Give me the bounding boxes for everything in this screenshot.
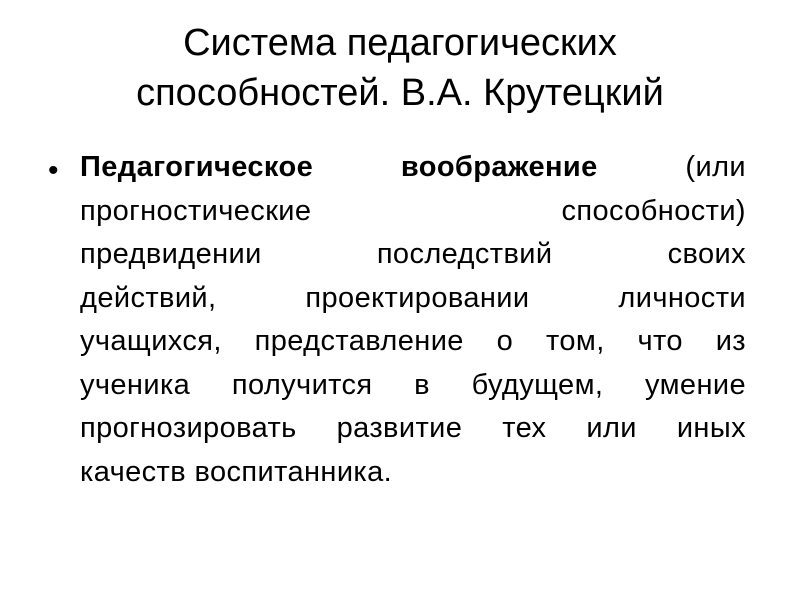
word: получится <box>231 368 373 401</box>
word: своих <box>667 238 746 270</box>
word: будущем, <box>471 368 604 401</box>
word: прогнозировать <box>80 412 297 444</box>
word: иных <box>676 412 746 444</box>
word: умение <box>645 368 746 401</box>
word: (или <box>685 151 746 183</box>
word: представление <box>254 325 464 357</box>
word: в <box>414 368 430 401</box>
word: том, <box>545 325 605 357</box>
word: или <box>586 412 637 444</box>
word: тех <box>502 412 547 444</box>
word: из <box>715 325 746 357</box>
paragraph-line <box>80 146 746 190</box>
paragraph-line <box>80 190 746 234</box>
bullet-paragraph <box>80 146 746 494</box>
bullet-icon: • <box>48 154 59 187</box>
bold-term: Педагогическое <box>80 151 314 183</box>
paragraph-line <box>80 233 746 277</box>
word: качеств воспитанника. <box>80 455 393 488</box>
word: способности) <box>561 194 746 227</box>
word: предвидении <box>80 238 262 270</box>
paragraph-line <box>80 451 746 495</box>
word: что <box>637 325 683 357</box>
paragraph-line <box>80 320 746 364</box>
word: проектировании <box>305 281 530 314</box>
word: развитие <box>336 412 463 444</box>
word: действий, <box>80 281 217 314</box>
word: последствий <box>376 238 553 270</box>
slide-title <box>40 18 760 118</box>
word: о <box>496 325 514 357</box>
paragraph-line <box>80 364 746 408</box>
title-line-1: Система педагогических <box>183 22 617 64</box>
paragraph-line <box>80 407 746 451</box>
paragraph-line <box>80 277 746 321</box>
word: ученика <box>80 368 191 401</box>
word: личности <box>618 281 746 314</box>
word: учащихся, <box>80 325 222 357</box>
bold-term: воображение <box>400 151 598 183</box>
title-line-2: способностей. В.А. Крутецкий <box>136 72 664 114</box>
word: прогностические <box>80 194 312 227</box>
